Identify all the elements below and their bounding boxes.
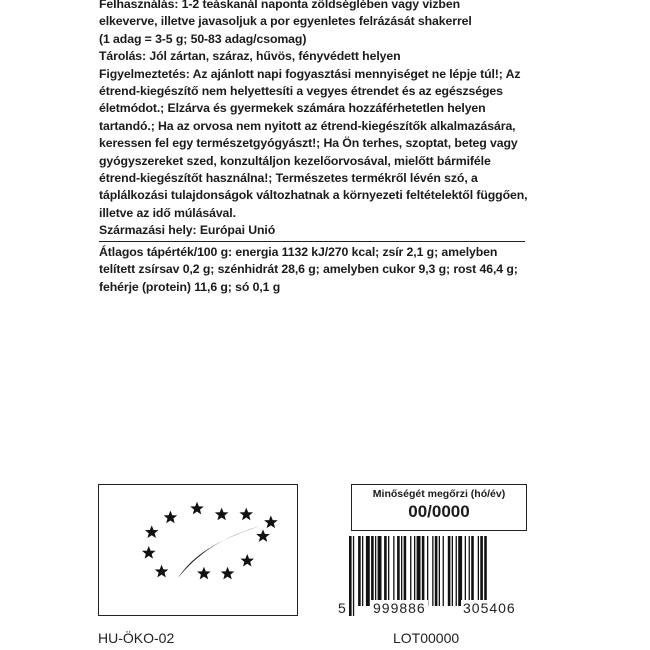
barcode-bar xyxy=(388,536,389,606)
storage-text: Tárolás: Jól zártan, száraz, hűvös, fényvédett helyen xyxy=(99,49,401,64)
barcode-bar xyxy=(384,536,387,606)
barcode-bar xyxy=(371,536,374,606)
barcode-bar xyxy=(435,536,438,606)
origin-text: Származási hely: Európai Unió xyxy=(99,223,276,238)
barcode-bar xyxy=(458,536,462,606)
best-before-box xyxy=(351,484,527,531)
barcode-bar xyxy=(353,536,354,616)
usage-line-1: Felhasználás: 1-2 teáskanál naponta zöldséglében vagy vízben xyxy=(99,0,460,11)
organic-control-code: HU-ÖKO-02 xyxy=(98,630,175,646)
barcode-bar xyxy=(469,536,470,606)
barcode-bar xyxy=(432,536,433,606)
barcode-right-digits: 305406 xyxy=(463,600,516,616)
barcode-bar xyxy=(448,536,451,606)
barcode-bar xyxy=(393,536,394,606)
barcode-bar xyxy=(439,536,440,606)
warning-text: Figyelmeztetés: Az ajánlott napi fogyasztási mennyiséget ne lépje túl!; Az étrend-kiegészítő nem helyettesíti a vegyes étrendet és az egészséges életmódot.; Elzárva és gyermekek számára hozzáférhetetlen helyen tartandó.; Ha az orvosa nem nyitott az étrend-kiegészítők alkalmazására, keressen fel egy természetgyógyászt!; Ha Ön terhes, szoptat, beteg vagy gyógyszereket szed, konzultáljon kezelőorvosával, mielőtt bármiféle étrend-kiegészítőt használna!; Természetes termékről lévén szó, a táplálkozási tulajdonságok változhatnak a környezeti feltételektől függően, illetve az idő múlásával. xyxy=(99,66,528,220)
barcode-bar xyxy=(427,536,428,606)
barcode-bar xyxy=(410,536,411,606)
barcode-bar xyxy=(478,536,479,606)
barcode-bar xyxy=(456,536,457,606)
usage-line-2: elkeverve, illetve javasoljuk a por egyenletes felrázását shakerrel xyxy=(99,14,472,29)
barcode-bar xyxy=(397,536,400,606)
barcode-bar xyxy=(443,536,444,606)
barcode-bar xyxy=(362,536,363,606)
barcode-bar xyxy=(404,536,407,606)
product-info-text xyxy=(99,0,529,296)
barcode-bar xyxy=(349,536,352,616)
best-before-date: 00/0000 xyxy=(408,502,470,521)
divider xyxy=(99,241,525,242)
barcode-left-digits: 999886 xyxy=(373,600,426,616)
barcode-bar xyxy=(375,536,376,606)
eu-organic-logo xyxy=(98,484,298,616)
eu-leaf-stars-icon xyxy=(99,485,297,615)
lot-number: LOT00000 xyxy=(393,630,460,646)
usage-line-3: (1 adag = 3-5 g; 50-83 adag/csomag) xyxy=(99,31,307,46)
barcode-bar xyxy=(378,536,382,606)
nutrition-text: Átlagos tápérték/100 g: energia 1132 kJ/270 kcal; zsír 2,1 g; amelyben telített zsírsav 0,2 g; szénhidrát 28,6 g; amelyben cukor 9,3 g; rost 46,4 g; fehérje (protein) 11,6 g; só 0,1 g xyxy=(99,244,518,294)
barcode-bar xyxy=(465,536,466,606)
barcode-bar xyxy=(358,536,361,606)
barcode-bar xyxy=(401,536,402,606)
barcode-bar xyxy=(366,536,370,606)
barcode-bar xyxy=(471,536,474,606)
barcode-first-digit: 5 xyxy=(338,600,347,616)
barcode-bar xyxy=(452,536,453,606)
best-before-label: Minőségét megőrzi (hó/év) xyxy=(372,488,506,500)
